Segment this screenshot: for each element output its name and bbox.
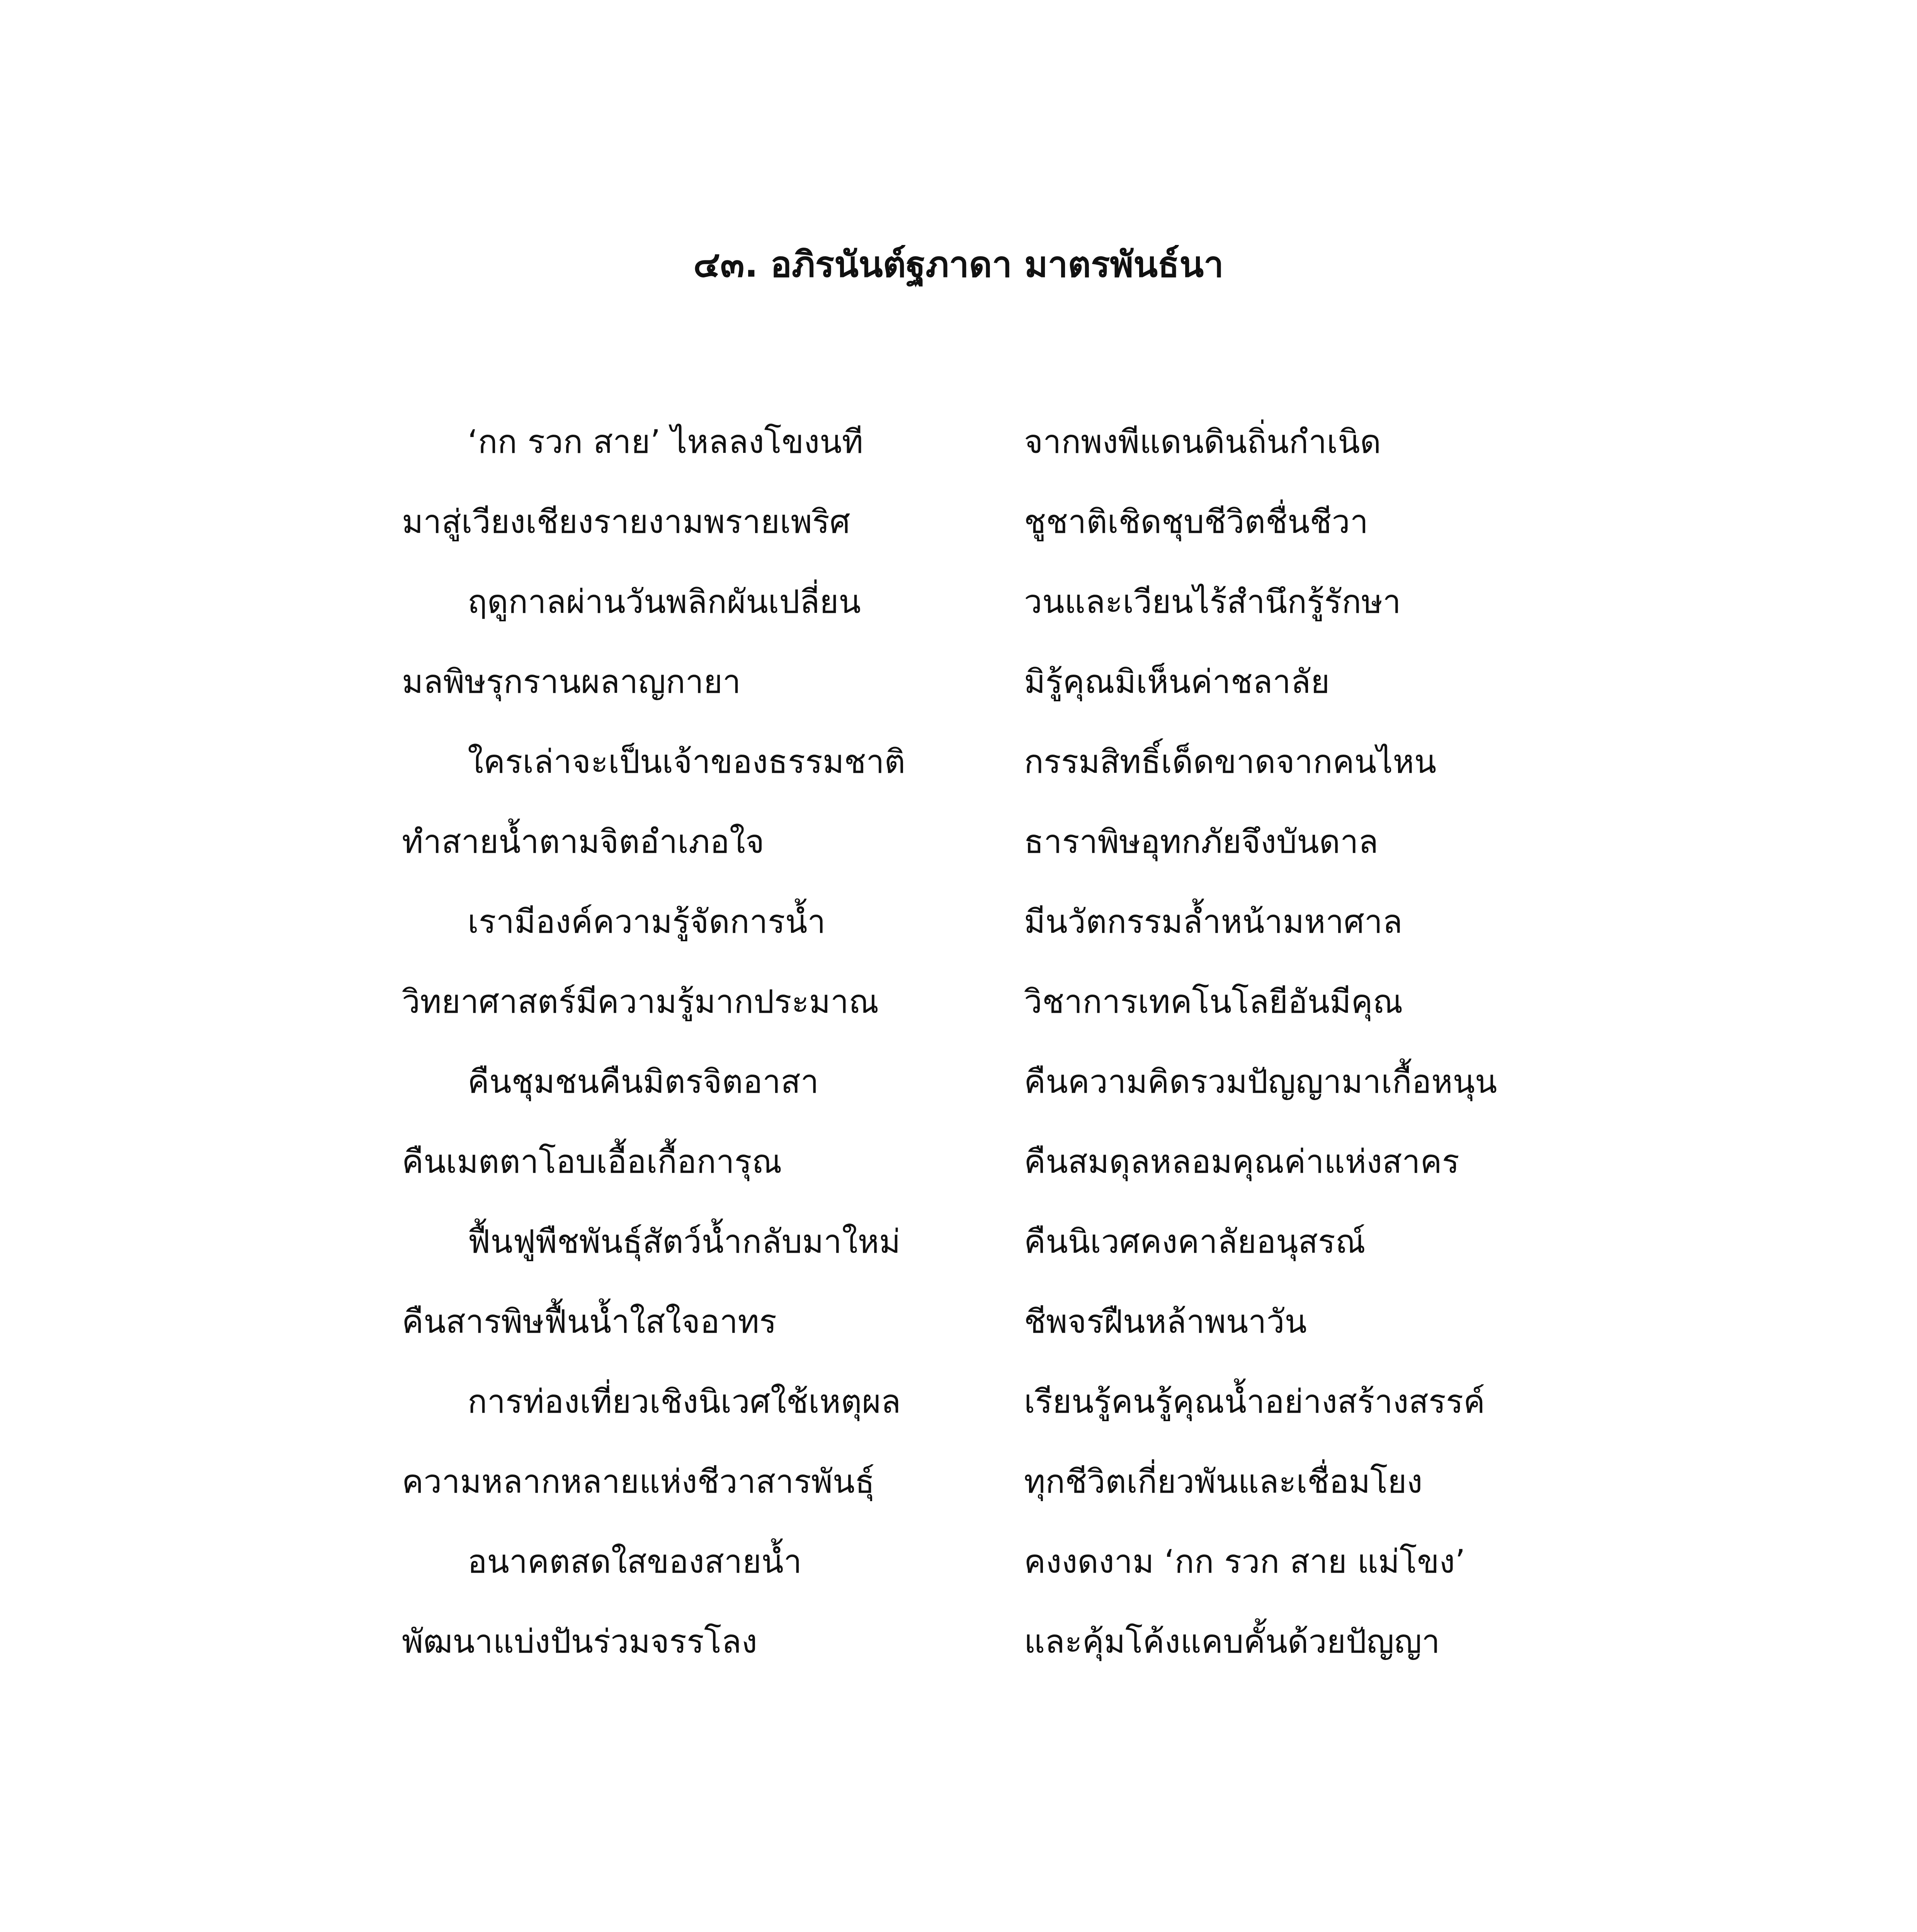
poem-line-first-half: มาสู่เวียงเชียงรายงามพรายเพริศ (402, 503, 850, 541)
poem-line-first-half: เรามีองค์ความรู้จัดการน้ำ (468, 903, 826, 940)
poem-line (402, 722, 1561, 802)
poem-line-first-half: คืนสารพิษฟื้นน้ำใสใจอาทร (402, 1303, 777, 1340)
poem-line-first-half: ฟื้นฟูพืชพันธุ์สัตว์น้ำกลับมาใหม่ (468, 1223, 901, 1260)
poem-line (402, 1282, 1561, 1362)
poem-line-second-half: มิรู้คุณมิเห็นค่าชลาลัย (1024, 663, 1330, 701)
poem-line-second-half: วิชาการเทคโนโลยีอันมีคุณ (1024, 983, 1403, 1020)
poem-line (402, 402, 1561, 482)
poem-line-first-half: การท่องเที่ยวเชิงนิเวศใช้เหตุผล (468, 1383, 901, 1420)
poem-line (402, 642, 1561, 722)
poem-title: ๔๓. อภิรนันต์ฐภาดา มาตรพันธ์นา (693, 244, 1224, 285)
poem-line (402, 802, 1561, 882)
poem-line-second-half: และคุ้มโค้งแคบคั้นด้วยปัญญา (1024, 1622, 1440, 1660)
poem-line (402, 1122, 1561, 1202)
poem-line-first-half: มลพิษรุกรานผลาญกายา (402, 663, 741, 701)
poem-line (402, 882, 1561, 962)
poem-line-second-half: ชูชาติเชิดชุบชีวิตชื่นชีวา (1024, 503, 1368, 541)
poem-line (402, 562, 1561, 642)
poem-line-first-half: คืนชุมชนคืนมิตรจิตอาสา (468, 1063, 819, 1100)
poem-line-first-half: ฤดูกาลผ่านวันพลิกผันเปลี่ยน (468, 583, 861, 621)
poem-line (402, 1522, 1561, 1602)
poem-line-second-half: คงงดงาม ‘กก รวก สาย แม่โขง’ (1024, 1543, 1466, 1580)
poem-line (402, 962, 1561, 1042)
poem-line-first-half: ใครเล่าจะเป็นเจ้าของธรรมชาติ (468, 743, 906, 781)
poem-line-first-half: คืนเมตตาโอบเอื้อเกื้อการุณ (402, 1143, 782, 1180)
poem-line-second-half: กรรมสิทธิ์เด็ดขาดจากคนไหน (1024, 743, 1437, 781)
poem-line-second-half: ชีพจรฝืนหล้าพนาวัน (1024, 1303, 1307, 1340)
poem-line-second-half: วนและเวียนไร้สำนึกรู้รักษา (1024, 583, 1401, 621)
poem-line-second-half: เรียนรู้คนรู้คุณน้ำอย่างสร้างสรรค์ (1024, 1383, 1485, 1420)
poem-line-first-half: วิทยาศาสตร์มีความรู้มากประมาณ (402, 983, 879, 1020)
poem-line-second-half: จากพงพีแดนดินถิ่นกำเนิด (1024, 423, 1381, 461)
poem-line-first-half: พัฒนาแบ่งปันร่วมจรรโลง (402, 1622, 757, 1660)
poem-line (402, 1442, 1561, 1522)
poem-line (402, 1202, 1561, 1282)
poem-body (402, 402, 1561, 1682)
poem-line-second-half: คืนความคิดรวมปัญญามาเกื้อหนุน (1024, 1063, 1497, 1100)
poem-line (402, 1362, 1561, 1442)
poem-line-second-half: ธาราพิษอุทกภัยจึงบันดาล (1024, 823, 1378, 861)
poem-line-second-half: ทุกชีวิตเกี่ยวพันและเชื่อมโยง (1024, 1463, 1423, 1500)
poem-line (402, 1602, 1561, 1682)
poem-line-second-half: คืนนิเวศคงคาลัยอนุสรณ์ (1024, 1223, 1366, 1260)
poem-line-second-half: มีนวัตกรรมล้ำหน้ามหาศาล (1024, 903, 1403, 940)
poem-line-first-half: อนาคตสดใสของสายน้ำ (468, 1543, 802, 1580)
poem-line (402, 1042, 1561, 1122)
poem-line (402, 482, 1561, 562)
poem-line-first-half: ทำสายน้ำตามจิตอำเภอใจ (402, 823, 765, 861)
poem-line-second-half: คืนสมดุลหลอมคุณค่าแห่งสาคร (1024, 1143, 1459, 1180)
poem-line-first-half: ความหลากหลายแห่งชีวาสารพันธุ์ (402, 1463, 875, 1500)
poem-line-first-half: ‘กก รวก สาย’ ไหลลงโขงนที (468, 423, 863, 461)
